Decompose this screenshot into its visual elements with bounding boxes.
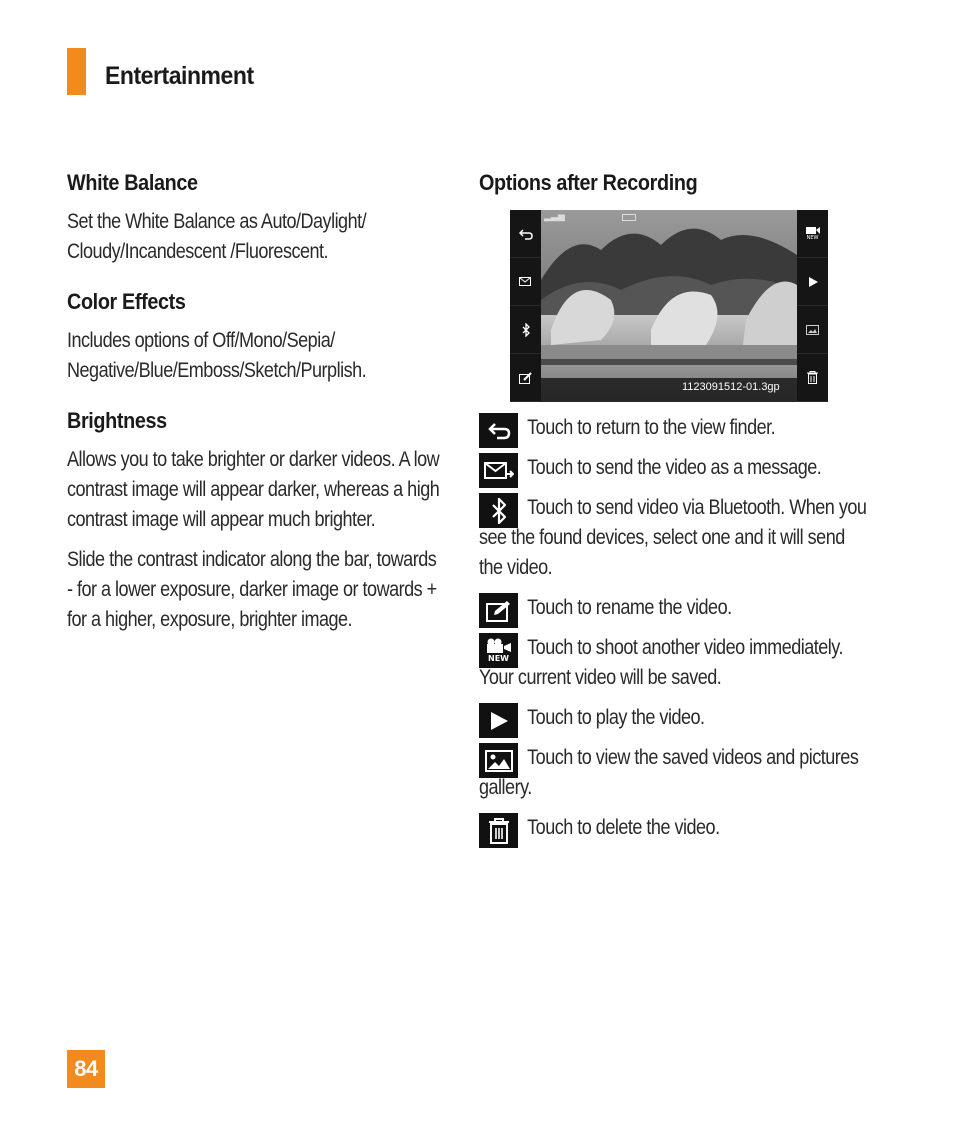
screen-play-button[interactable] <box>797 258 828 306</box>
new-badge: NEW <box>806 235 819 241</box>
new-video-icon <box>806 226 820 235</box>
options-heading: Options after Recording <box>479 170 698 195</box>
gallery-icon <box>806 325 819 335</box>
screen-return-button[interactable] <box>510 210 541 258</box>
phone-screenshot <box>510 210 828 402</box>
message-description: Touch to send the video as a message. <box>527 456 822 479</box>
left-button-bar <box>510 210 541 402</box>
screen-delete-button[interactable] <box>797 354 828 402</box>
delete-icon <box>807 371 818 384</box>
color-effects-text: Includes options of Off/Mono/Sepia/ Negative/Blue/Emboss/Sketch/Purplish. <box>67 329 367 382</box>
delete-description: Touch to delete the video. <box>527 816 720 839</box>
list-item-play <box>479 703 879 733</box>
play-description: Touch to play the video. <box>527 706 705 729</box>
contrast-text: Slide the contrast indicator along the bar, towards - for a lower exposure, darker image or towards + for a higher, exposure, brighter image. <box>67 548 437 631</box>
list-item-return <box>479 413 879 443</box>
section-accent-bar <box>67 48 86 95</box>
rename-icon <box>519 372 533 384</box>
screen-bluetooth-button[interactable] <box>510 306 541 354</box>
list-item-bluetooth <box>479 493 879 583</box>
screen-rename-button[interactable] <box>510 354 541 402</box>
color-effects-heading: Color Effects <box>67 289 186 314</box>
new-badge-label: NEW <box>488 654 509 663</box>
right-column <box>479 168 869 198</box>
list-item-new-video <box>479 633 879 693</box>
signal-status: ▂▃▅ <box>544 212 565 222</box>
page-number: 84 <box>67 1050 105 1088</box>
right-button-bar <box>797 210 828 402</box>
video-filename: 1123091512-01.3gp <box>682 381 780 393</box>
battery-icon <box>622 214 636 221</box>
bluetooth-icon <box>522 323 530 337</box>
list-item-rename <box>479 593 879 623</box>
brightness-heading: Brightness <box>67 408 167 433</box>
white-balance-text: Set the White Balance as Auto/Daylight/ Cloudy/Incandescent /Fluorescent. <box>67 210 367 263</box>
gallery-description: Touch to view the saved videos and pictures gallery. <box>479 746 859 799</box>
brightness-text: Allows you to take brighter or darker videos. A low contrast image will appear darker, whereas a high contrast image will appear much brighter. <box>67 448 440 531</box>
play-icon <box>808 277 818 287</box>
screen-new-video-button[interactable] <box>797 210 828 258</box>
return-description: Touch to return to the view finder. <box>527 416 776 439</box>
rename-description: Touch to rename the video. <box>527 596 732 619</box>
list-item-delete <box>479 813 879 843</box>
return-icon <box>519 228 533 240</box>
fountain-photo <box>541 210 797 402</box>
left-column <box>67 168 447 635</box>
screen-gallery-button[interactable] <box>797 306 828 354</box>
section-title: Entertainment <box>105 62 254 90</box>
message-icon <box>519 277 533 287</box>
list-item-gallery <box>479 743 879 803</box>
list-item-message <box>479 453 879 483</box>
white-balance-heading: White Balance <box>67 170 198 195</box>
screen-message-button[interactable] <box>510 258 541 306</box>
bluetooth-description: Touch to send video via Bluetooth. When you see the found devices, select one and it will send the video. <box>479 496 867 579</box>
new-video-description: Touch to shoot another video immediately. Your current video will be saved. <box>479 636 843 689</box>
